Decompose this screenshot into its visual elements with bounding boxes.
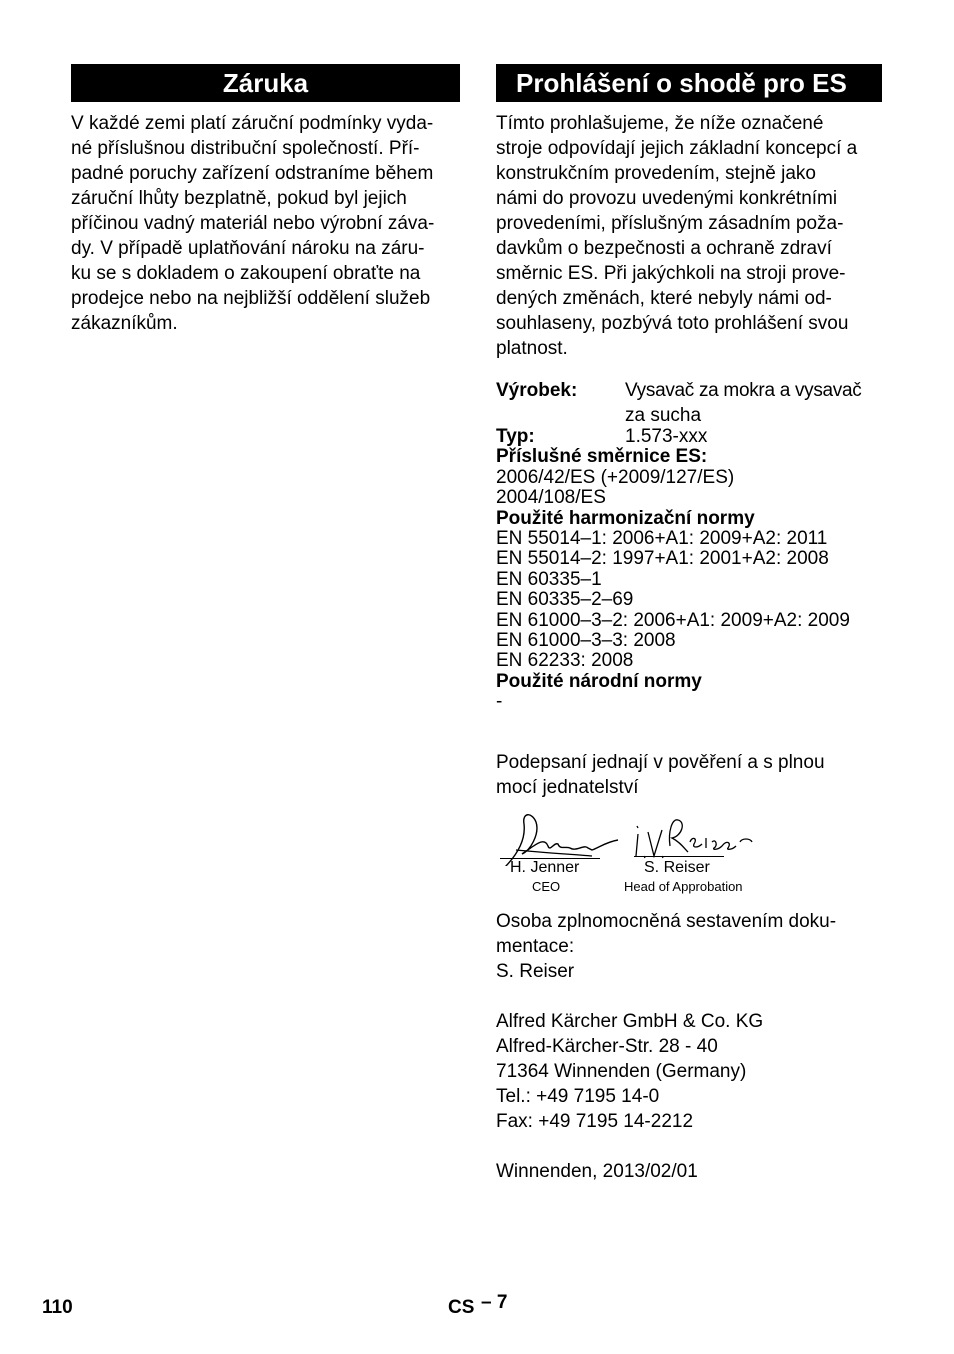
declaration-line: dených změnách, které nebyly námi od-: [496, 288, 832, 309]
harmonized-item: EN 55014–1: 2006+A1: 2009+A2: 2011: [496, 528, 828, 550]
directives-heading: Příslušné směrnice ES:: [496, 446, 708, 468]
documentation-person: [496, 909, 896, 984]
declaration-line: souhlaseny, pozbývá toto prohlášení svou: [496, 313, 849, 334]
national-heading: Použité národní normy: [496, 670, 702, 692]
declaration-line: davkům o bezpečnosti a ochraně zdraví: [496, 238, 832, 259]
product-value-line1: Vysavač za mokra a vysavač: [625, 380, 862, 401]
address-line: Alfred-Kärcher-Str. 28 - 40: [496, 1036, 718, 1057]
warranty-line: záruční lhůty bezplatně, pokud byl jejich: [71, 188, 407, 209]
address-line: Alfred Kärcher GmbH & Co. KG: [496, 1011, 764, 1032]
warranty-line: ku se s dokladem o zakoupení obraťte na: [71, 263, 421, 284]
signer2-name: S. Reiser: [644, 859, 710, 876]
product-label: Výrobek:: [496, 380, 578, 401]
signer2-role: Head of Approbation: [624, 879, 743, 894]
signatories-line: Podepsaní jednají v pověření a s plnou: [496, 752, 825, 773]
standards-block: [496, 427, 896, 713]
harmonized-item: EN 61000–3–2: 2006+A1: 2009+A2: 2009: [496, 609, 850, 631]
harmonized-item: EN 62233: 2008: [496, 650, 634, 672]
address-line: Fax: +49 7195 14-2212: [496, 1111, 694, 1132]
doc-person-line: Osoba zplnomocněná sestavením doku-: [496, 911, 837, 932]
address-block: [496, 1009, 896, 1134]
doc-person-line: S. Reiser: [496, 961, 575, 982]
harmonized-item: EN 60335–1: [496, 568, 602, 590]
footer-section: – 7: [481, 1292, 508, 1313]
warranty-line: padné poruchy zařízení odstraníme během: [71, 163, 434, 184]
harmonized-item: EN 60335–2–69: [496, 589, 634, 611]
type-label: Typ:: [496, 426, 535, 447]
declaration-line: námi do provozu uvedenými konkrétními: [496, 188, 838, 209]
warranty-line: V každé zemi platí záruční podmínky vyda-: [71, 113, 434, 134]
declaration-line: konstrukčním provedením, stejně jako: [496, 163, 816, 184]
warranty-title: Záruka: [71, 64, 460, 102]
declaration-line: směrnic ES. Při jakýchkoli na stroji prove-: [496, 263, 846, 284]
national-value: -: [496, 691, 503, 713]
signatures: [496, 806, 776, 898]
address-line: Tel.: +49 7195 14-0: [496, 1086, 660, 1107]
doc-person-line: mentace:: [496, 936, 575, 957]
signature-line: [634, 856, 724, 857]
directive-item: 2006/42/ES (+2009/127/ES): [496, 466, 735, 488]
declaration-title: [496, 64, 882, 102]
signer1-name: H. Jenner: [510, 859, 580, 876]
harmonized-item: EN 55014–2: 1997+A1: 2001+A2: 2008: [496, 548, 829, 570]
address-line: 71364 Winnenden (Germany): [496, 1061, 747, 1082]
signatories-text: [496, 750, 896, 800]
signatories-line: mocí jednatelství: [496, 777, 639, 798]
warranty-line: prodejce nebo na nejbližší oddělení služeb: [71, 288, 431, 309]
page-number: 110: [42, 1297, 73, 1318]
warranty-line: né příslušnou distribuční společností. Pří-: [71, 138, 420, 159]
place-date: Winnenden, 2013/02/01: [496, 1161, 698, 1182]
directive-item: 2004/108/ES: [496, 487, 606, 509]
footer-lang: CS: [448, 1297, 475, 1318]
product-row: [496, 378, 896, 428]
declaration-line: platnost.: [496, 338, 568, 359]
type-value: 1.573-xxx: [625, 426, 708, 447]
declaration-line: provedeními, příslušným zásadním poža-: [496, 213, 844, 234]
warranty-line: dy. V případě uplatňování nároku na záru-: [71, 238, 425, 259]
declaration-text: [496, 111, 886, 361]
declaration-title-text: Prohlášení o shodě pro ES: [516, 68, 847, 98]
product-value-line2: za sucha: [625, 405, 702, 426]
harmonized-item: EN 61000–3–3: 2008: [496, 630, 676, 652]
declaration-line: Tímto prohlašujeme, že níže označené: [496, 113, 824, 134]
harmonized-heading: Použité harmonizační normy: [496, 507, 755, 529]
warranty-line: příčinou vadný materiál nebo výrobní záva-: [71, 213, 435, 234]
signer1-role: CEO: [532, 879, 561, 894]
warranty-text: [71, 111, 463, 336]
declaration-line: stroje odpovídají jejich základní koncepcí a: [496, 138, 858, 159]
type-row: [496, 427, 896, 447]
warranty-line: zákazníkům.: [71, 313, 178, 334]
